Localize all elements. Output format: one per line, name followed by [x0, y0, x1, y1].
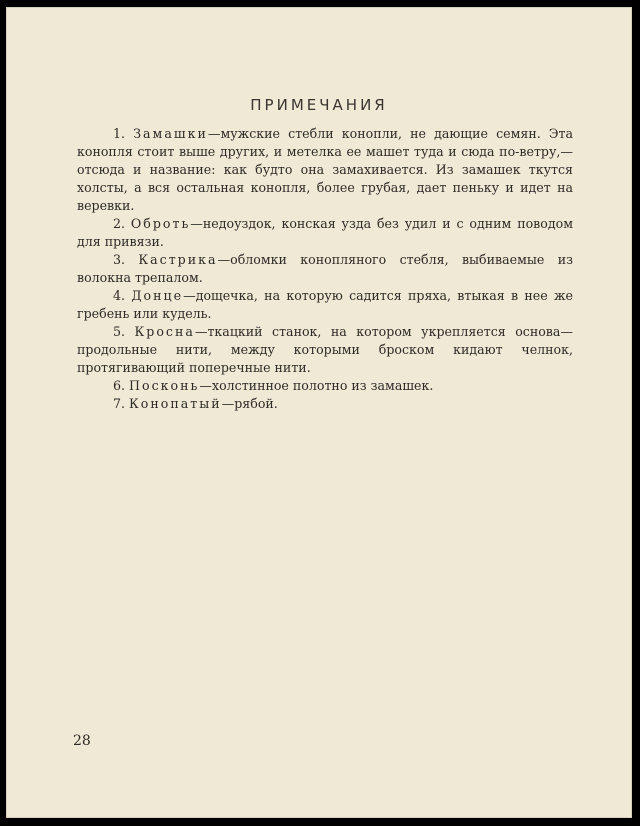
note-text: —дощечка, на которую садится пряха, втыкая в нее же гребень или кудель. — [77, 288, 573, 321]
document-page — [6, 7, 632, 818]
note-text: —недоуздок, конская узда без удил и с одним поводом для привязи. — [77, 216, 573, 249]
note-number: 6. — [113, 378, 126, 393]
note-term: Оброть — [130, 216, 191, 231]
note-item-6 — [77, 377, 573, 395]
note-number: 1. — [113, 126, 126, 141]
note-item-2 — [77, 215, 573, 251]
note-item-1 — [77, 125, 573, 215]
note-number: 5. — [113, 324, 126, 339]
note-number: 7. — [113, 396, 126, 411]
note-item-4 — [77, 287, 573, 323]
note-item-3 — [77, 251, 573, 287]
note-text: —холстинное полотно из замашек. — [199, 378, 434, 393]
notes-list — [77, 125, 573, 413]
note-text: —обломки конопляного стебля, выбиваемые из волокна трепалом. — [77, 252, 573, 285]
note-number: 4. — [113, 288, 126, 303]
note-text: —мужские стебли конопли, не дающие семян. Эта конопля стоит выше других, и метелка ее машет туда и сюда по-ветру,— отсюда и название: как будто она замахивается. Из замашек ткутся холсты, а вся остальная конопля, более грубая, дает пеньку и идет на веревки. — [77, 126, 573, 213]
note-term: Замашки — [133, 126, 208, 141]
note-term: Посконь — [129, 378, 200, 393]
page-title: ПРИМЕЧАНИЯ — [250, 96, 388, 114]
note-term: Кастрика — [138, 252, 218, 267]
note-number: 2. — [113, 216, 126, 231]
page-number: 28 — [73, 733, 91, 749]
note-item-7 — [77, 395, 573, 413]
note-term: Кросна — [134, 324, 195, 339]
note-text: —ткацкий станок, на котором укрепляется основа— продольные нити, между которыми броском кидают челнок, протягивающий поперечные нити. — [77, 324, 573, 375]
note-text: —рябой. — [221, 396, 278, 411]
note-item-5 — [77, 323, 573, 377]
note-term: Донце — [131, 288, 184, 303]
note-term: Конопатый — [129, 396, 222, 411]
note-number: 3. — [113, 252, 126, 267]
